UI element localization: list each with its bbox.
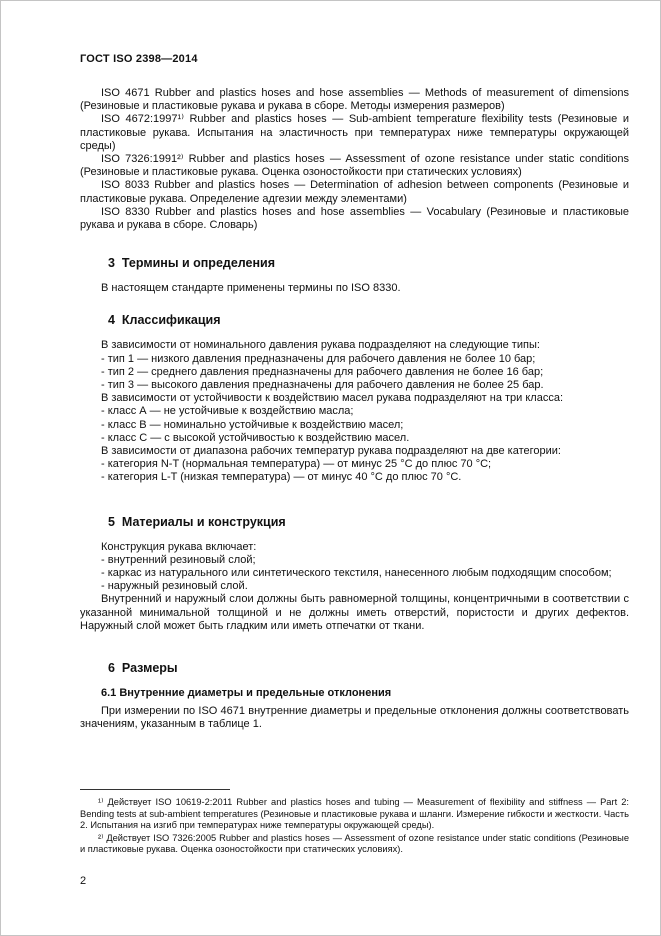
document-content <box>80 87 629 732</box>
footnote-1: ¹⁾ Действует ISO 10619-2:2011 Rubber and plastics hoses and tubing — Measurement of flexibility and stiffness — Part 2: Bending tests at sub-ambient temperatures (Резиновые и пластиковые рукава и шланги. Измерение гибкости и жесткости. Часть 2. Испытания на изгиб при температурах ниже температуры окружающей среды). <box>80 797 629 831</box>
subsection-heading-inner-diameters: 6.1 Внутренние диаметры и предельные отклонения <box>101 687 392 700</box>
body-paragraph: В настоящем стандарте применены термины по ISO 8330. <box>101 282 401 295</box>
section-heading-classification: 4 Классификация <box>108 313 221 328</box>
body-paragraph: Конструкция рукава включает: <box>101 540 257 553</box>
section-heading-materials: 5 Материалы и конструкция <box>108 514 286 529</box>
footnote-rule <box>80 789 230 790</box>
list-item: - класс В — номинально устойчивые к воздействию масел; <box>101 418 404 431</box>
footnote-2: ²⁾ Действует ISO 7326:2005 Rubber and plastics hoses — Assessment of ozone resistance under static conditions (Резиновые и пластиковые рукава. Оценка озоностойкости при статических условиях). <box>80 832 629 855</box>
list-item: - тип 1 — низкого давления предназначены для рабочего давления не более 10 бар; <box>101 352 536 365</box>
footnotes-block <box>80 789 629 857</box>
body-paragraph: В зависимости от номинального давления рукава подразделяют на следующие типы: <box>101 339 540 352</box>
list-item: - класс А — не устойчивые к воздействию масла; <box>101 405 354 418</box>
page-number: 2 <box>80 875 87 887</box>
list-item: - наружный резиновый слой. <box>101 580 248 593</box>
list-item: - внутренний резиновый слой; <box>101 553 256 566</box>
reference-paragraph: ISO 8330 Rubber and plastics hoses and hose assemblies — Vocabulary (Резиновые и пластиковые рукава и рукава в сборе. Словарь) <box>80 205 629 232</box>
body-paragraph: В зависимости от устойчивости к воздействию масел рукава подразделяют на три класса: <box>101 392 564 405</box>
list-item: - каркас из натурального или синтетического текстиля, нанесенного любым подходящим способом; <box>101 567 612 580</box>
reference-paragraph: ISO 4672:1997¹⁾ Rubber and plastics hoses — Sub-ambient temperature flexibility tests (Резиновые и пластиковые рукава. Испытания на эластичность при температурах ниже температуры окружающей среды) <box>80 113 629 152</box>
reference-paragraph: ISO 7326:1991²⁾ Rubber and plastics hoses — Assessment of ozone resistance under static conditions (Резиновые и пластиковые рукава. Оценка озоностойкости при статических условиях) <box>80 153 629 179</box>
body-paragraph: При измерении по ISO 4671 внутренние диаметры и предельные отклонения должны соответствовать значениям, указанным в таблице 1. <box>80 705 629 731</box>
list-item: - класс С — с высокой устойчивостью к воздействию масел. <box>101 431 410 444</box>
list-item: - категория L-T (низкая температура) — от минус 40 °С до плюс 70 °С. <box>101 471 462 484</box>
reference-paragraph: ISO 4671 Rubber and plastics hoses and hose assemblies — Methods of measurement of dimensions (Резиновые и пластиковые рукава и рукава в сборе. Методы измерения размеров) <box>80 87 629 113</box>
body-paragraph: Внутренний и наружный слои должны быть равномерной толщины, концентричными в соответствии с указанной минимальной толщиной и не должны иметь отверстий, пористости и других дефектов. Наружный слой может быть гладким или иметь отпечатки от ткани. <box>80 593 629 632</box>
list-item: - тип 3 — высокого давления предназначены для рабочего давления не более 25 бар. <box>101 379 544 392</box>
list-item: - тип 2 — среднего давления предназначены для рабочего давления не более 16 бар; <box>101 365 544 378</box>
body-paragraph: В зависимости от диапазона рабочих температур рукава подразделяют на две категории: <box>101 445 561 458</box>
reference-paragraph: ISO 8033 Rubber and plastics hoses — Determination of adhesion between components (Резиновые и пластиковые рукава. Определение адгезии между элементами) <box>80 179 629 205</box>
section-heading-dimensions: 6 Размеры <box>108 661 178 676</box>
list-item: - категория N-T (нормальная температура) — от минус 25 °С до плюс 70 °С; <box>101 458 492 471</box>
document-header: ГОСТ ISO 2398—2014 <box>80 53 198 65</box>
section-heading-terms: 3 Термины и определения <box>108 256 276 271</box>
